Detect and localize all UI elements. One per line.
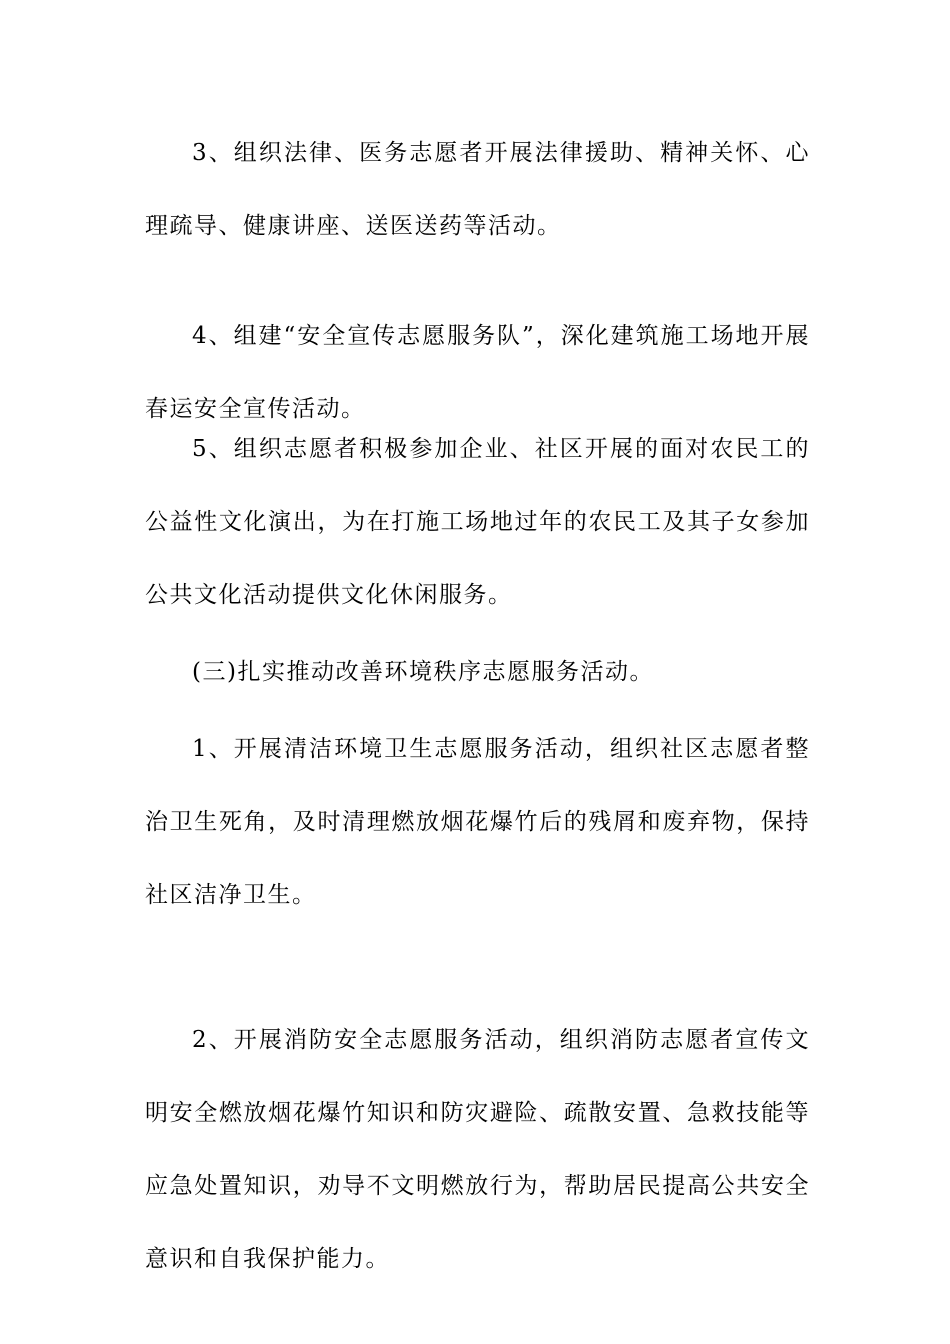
section-heading: (三)扎实推动改善环境秩序志愿服务活动。	[192, 659, 654, 685]
paragraph-item-5: 5、组织志愿者积极参加企业、社区开展的面对农民工的公益性文化演出，为在打施工场地过年的农民工及其子女参加公共文化活动提供文化休闲服务。	[145, 436, 810, 608]
paragraph-item-4: 4、组建“安全宣传志愿服务队”，深化建筑施工场地开展春运安全宣传活动。	[145, 323, 810, 422]
paragraph-item-3: 3、组织法律、医务志愿者开展法律援助、精神关怀、心理疏导、健康讲座、送医送药等活动。	[145, 140, 810, 239]
paragraph-item-2: 2、开展消防安全志愿服务活动，组织消防志愿者宣传文明安全燃放烟花爆竹知识和防灾避险、疏散安置、急救技能等应急处置知识，劝导不文明燃放行为，帮助居民提高公共安全意识和自我保护能力。	[145, 1027, 810, 1272]
paragraph-item-1: 1、开展清洁环境卫生志愿服务活动，组织社区志愿者整治卫生死角，及时清理燃放烟花爆竹后的残屑和废弃物，保持社区洁净卫生。	[145, 736, 810, 908]
